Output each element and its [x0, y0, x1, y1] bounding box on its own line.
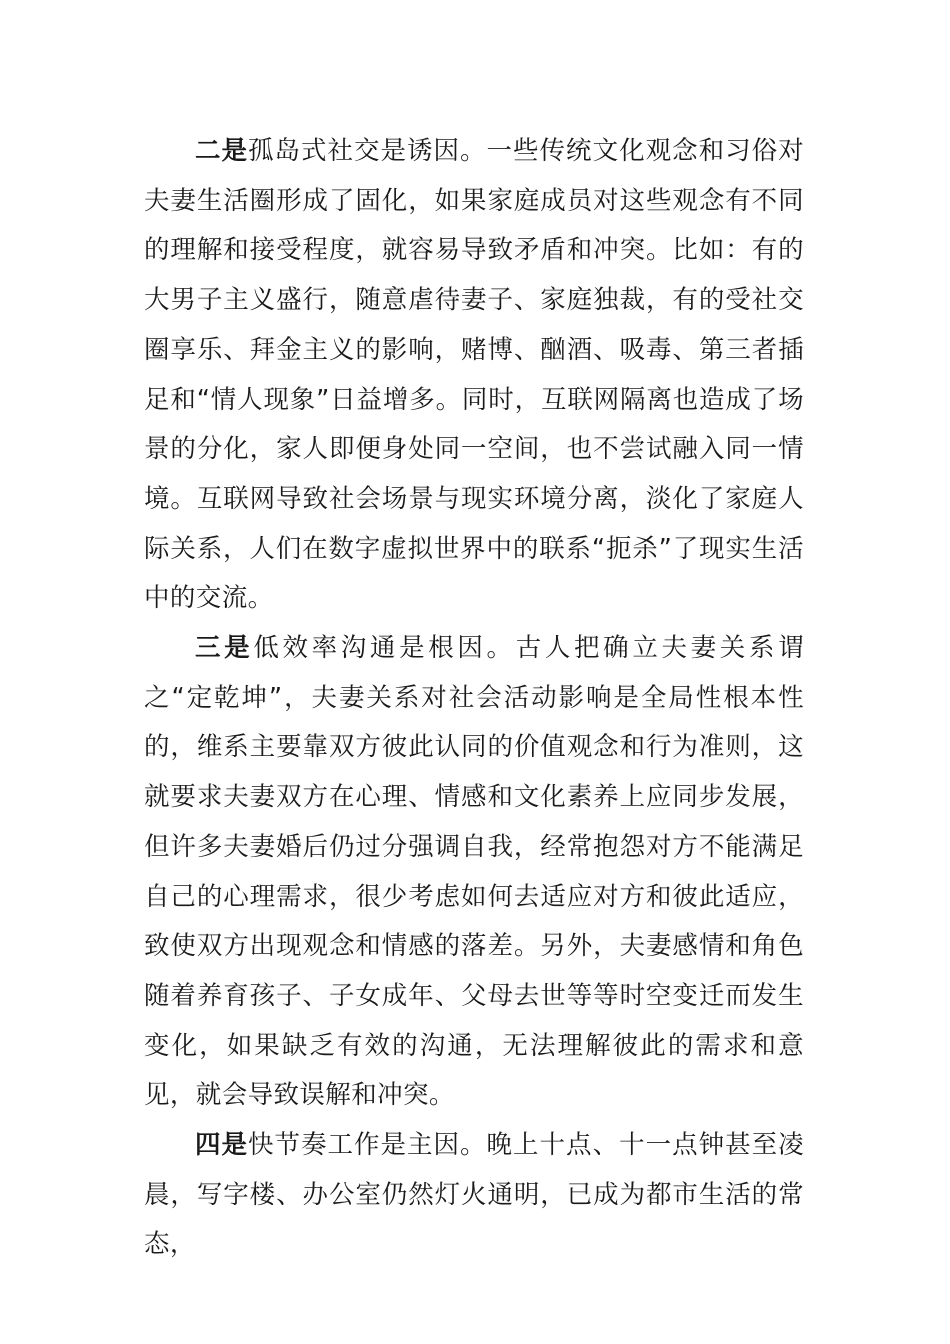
paragraph-2-text: 孤岛式社交是诱因。一些传统文化观念和习俗对夫妻生活圈形成了固化，如果家庭成员对这些观念有不同的理解和接受程度，就容易导致矛盾和冲突。比如：有的大男子主义盛行，随意虐待妻子、家庭独裁，有的受社交圈享乐、拜金主义的影响，赌博、酗酒、吸毒、第三者插足和“情人现象”日益增多。同时，互联网隔离也造成了场景的分化，家人即便身处同一空间，也不尝试融入同一情境。互联网导致社会场景与现实环境分离，淡化了家庭人际关系，人们在数字虚拟世界中的联系“扼杀”了现实生活中的交流。	[144, 136, 804, 614]
paragraph-4	[144, 1121, 804, 1270]
paragraph-2	[144, 127, 804, 624]
paragraph-3-text: 低效率沟通是根因。古人把确立夫妻关系谓之“定乾坤”，夫妻关系对社会活动影响是全局性根本性的，维系主要靠双方彼此认同的价值观念和行为准则，这就要求夫妻双方在心理、情感和文化素养上应同步发展，但许多夫妻婚后仍过分强调自我，经常抱怨对方不能满足自己的心理需求，很少考虑如何去适应对方和彼此适应，致使双方出现观念和情感的落差。另外，夫妻感情和角色随着养育孩子、子女成年、父母去世等等时空变迁而发生变化，如果缺乏有效的沟通，无法理解彼此的需求和意见，就会导致误解和冲突。	[144, 633, 804, 1111]
document-body	[144, 127, 804, 1270]
paragraph-3-lead: 三是	[195, 633, 254, 664]
paragraph-2-lead: 二是	[195, 136, 249, 166]
paragraph-3	[144, 624, 804, 1121]
paragraph-4-text: 快节奏工作是主因。晚上十点、十一点钟甚至凌晨，写字楼、办公室仍然灯火通明，已成为都市生活的常态，	[144, 1130, 804, 1260]
paragraph-4-lead: 四是	[195, 1130, 249, 1161]
